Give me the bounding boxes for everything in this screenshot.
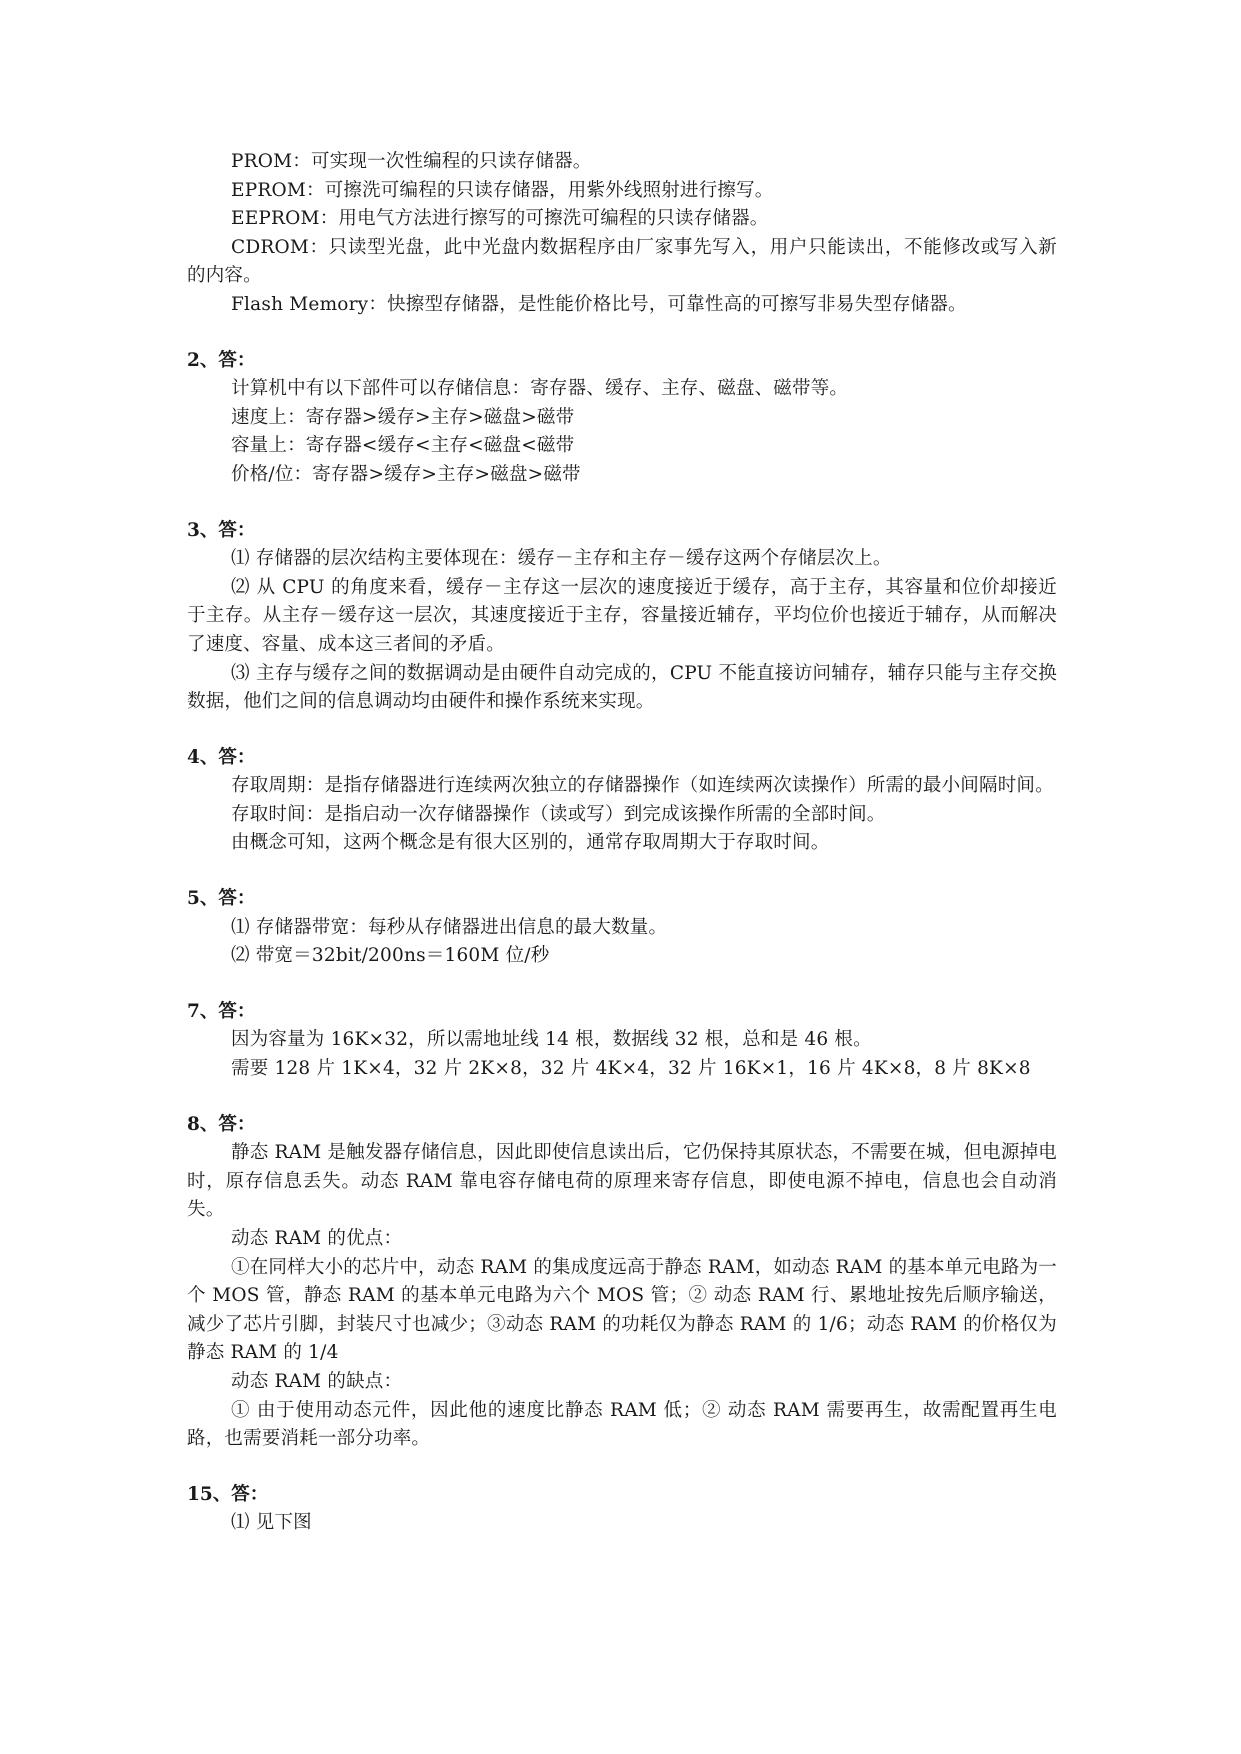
section-15 <box>187 1481 1057 1538</box>
section-1-continued <box>187 148 1057 320</box>
address-data-lines: 因为容量为 16K×32，所以需地址线 14 根，数据线 32 根，总和是 46 根。 <box>231 1029 872 1051</box>
hierarchy-point-2: ⑵ 从 CPU 的角度来看，缓存－主存这一层次的速度接近于缓存，高于主存，其容量和位价却接近于主存。从主存－缓存这一层次，其速度接近于主存，容量接近辅存，平均位价也接近于辅存，从而解决了速度、容量、成本这三者间的矛盾。 <box>187 576 1057 655</box>
static-vs-dynamic-ram: 静态 RAM 是触发器存储信息，因此即使信息读出后，它仍保持其原状态，不需要在城，但电源掉电时，原存信息丢失。动态 RAM 靠电容存储电荷的原理来寄存信息，即使电源不掉电，信息也会自动消失。 <box>187 1142 1057 1221</box>
section-2-heading: 2、答： <box>187 349 256 371</box>
dynamic-ram-advantages: ①在同样大小的芯片中，动态 RAM 的集成度远高于静态 RAM，如动态 RAM 的基本单元电路为一个 MOS 管，静态 RAM 的基本单元电路为六个 MOS 管；② 动态 RAM 行、累地址按先后顺序输送，减少了芯片引脚，封装尺寸也减少；③动态 RAM 的功耗仅为静态 RAM 的 1/6；动态 RAM 的价格仅为静态 RAM 的 1/4 <box>187 1256 1057 1364</box>
eprom-definition: EPROM：可擦洗可编程的只读存储器，用紫外线照射进行擦写。 <box>231 179 774 201</box>
section-3 <box>187 517 1057 717</box>
access-time-definition: 存取时间：是指启动一次存储器操作（读或写）到完成该操作所需的全部时间。 <box>231 803 886 825</box>
section-7-heading: 7、答： <box>187 1000 256 1022</box>
dynamic-ram-advantages-label: 动态 RAM 的优点： <box>231 1228 403 1249</box>
section-7 <box>187 998 1057 1084</box>
section-15-heading: 15、答： <box>187 1483 269 1505</box>
access-cycle-definition: 存取周期：是指存储器进行连续两次独立的存储器操作（如连续两次读操作）所需的最小间隔时间。 <box>231 775 1054 797</box>
hierarchy-point-1: ⑴ 存储器的层次结构主要体现在：缓存－主存和主存－缓存这两个存储层次上。 <box>231 548 892 570</box>
section-5-heading: 5、答： <box>187 888 256 910</box>
cdrom-definition: CDROM：只读型光盘，此中光盘内数据程序由厂家事先写入，用户只能读出，不能修改或写入新的内容。 <box>187 236 1057 287</box>
eeprom-definition: EEPROM：用电气方法进行擦写的可擦洗可编程的只读存储器。 <box>231 208 769 230</box>
document-body <box>187 148 1057 1538</box>
dynamic-ram-disadvantages: ① 由于使用动态元件，因此他的速度比静态 RAM 低；② 动态 RAM 需要再生，故需配置再生电路，也需要消耗一部分功率。 <box>187 1399 1057 1450</box>
flash-definition: Flash Memory：快擦型存储器，是性能价格比号，可靠性高的可擦写非易失型存储器。 <box>231 293 967 315</box>
section-8-heading: 8、答： <box>187 1113 256 1135</box>
storage-components: 计算机中有以下部件可以存储信息：寄存器、缓存、主存、磁盘、磁带等。 <box>231 378 849 400</box>
bandwidth-calculation: ⑵ 带宽＝32bit/200ns＝160M 位/秒 <box>231 945 550 967</box>
chip-counts: 需要 128 片 1K×4，32 片 2K×8，32 片 4K×4，32 片 16K×1，16 片 4K×8，8 片 8K×8 <box>231 1058 1031 1080</box>
section-5 <box>187 885 1057 971</box>
section-8 <box>187 1111 1057 1454</box>
bandwidth-definition: ⑴ 存储器带宽：每秒从存储器进出信息的最大数量。 <box>231 916 668 938</box>
section-3-heading: 3、答： <box>187 519 256 541</box>
section-4-heading: 4、答： <box>187 746 256 768</box>
capacity-comparison: 容量上：寄存器<缓存<主存<磁盘<磁带 <box>231 435 575 457</box>
access-conclusion: 由概念可知，这两个概念是有很大区别的，通常存取周期大于存取时间。 <box>231 832 830 854</box>
dynamic-ram-disadvantages-label: 动态 RAM 的缺点： <box>231 1370 403 1392</box>
hierarchy-point-3: ⑶ 主存与缓存之间的数据调动是由硬件自动完成的，CPU 不能直接访问辅存，辅存只能与主存交换数据，他们之间的信息调动均由硬件和操作系统来实现。 <box>187 662 1057 713</box>
section-2 <box>187 347 1057 490</box>
speed-comparison: 速度上：寄存器>缓存>主存>磁盘>磁带 <box>231 406 575 428</box>
see-figure-below: ⑴ 见下图 <box>231 1512 312 1534</box>
price-comparison: 价格/位：寄存器>缓存>主存>磁盘>磁带 <box>231 463 581 485</box>
prom-definition: PROM：可实现一次性编程的只读存储器。 <box>231 151 592 172</box>
section-4 <box>187 744 1057 858</box>
